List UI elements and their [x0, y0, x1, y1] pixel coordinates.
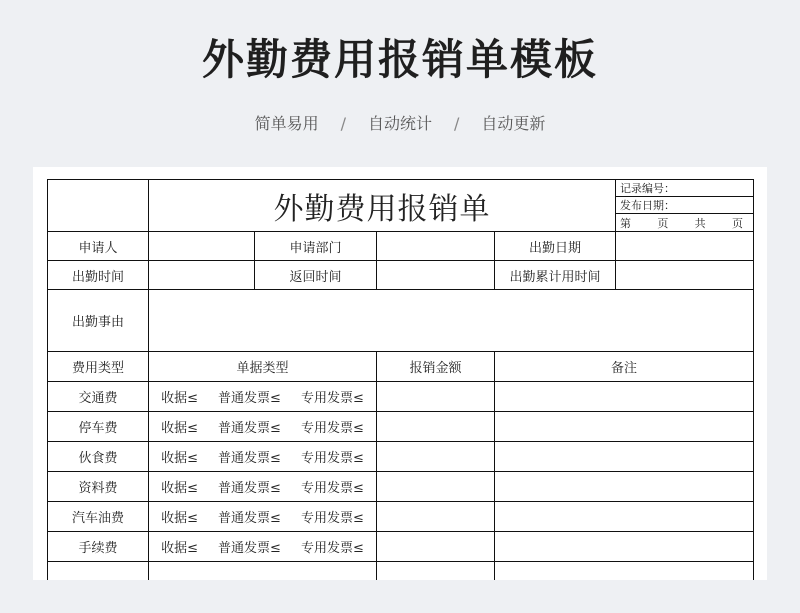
amount-cell[interactable]	[377, 532, 495, 562]
doc-type-cell	[149, 502, 377, 532]
page-title: 外勤费用报销单模板	[201, 35, 598, 84]
special-invoice-option[interactable]: 专用发票≤	[300, 481, 364, 496]
duty-date-label: 出勤日期	[495, 232, 616, 261]
amount-cell[interactable]	[377, 502, 495, 532]
table-row	[48, 382, 754, 412]
expense-type-cell: 停车费	[48, 412, 149, 442]
expense-type-cell: 资料费	[48, 472, 149, 502]
separator: /	[454, 114, 460, 133]
doc-type-cell	[149, 442, 377, 472]
amount-cell[interactable]	[377, 562, 495, 581]
applicant-value[interactable]	[149, 232, 255, 261]
feature-tagline	[0, 112, 800, 136]
remark-cell[interactable]	[495, 382, 754, 412]
normal-invoice-option[interactable]: 普通发票≤	[218, 421, 281, 436]
receipt-option[interactable]: 收据≤	[161, 421, 199, 436]
expense-type-cell	[48, 562, 149, 581]
doc-type-cell	[149, 412, 377, 442]
table-row	[48, 562, 754, 581]
doc-type-cell	[149, 532, 377, 562]
doc-type-cell	[149, 472, 377, 502]
logo-cell	[48, 180, 149, 232]
table-row	[48, 412, 754, 442]
receipt-option[interactable]: 收据≤	[161, 391, 199, 406]
separator: /	[340, 114, 346, 133]
expense-type-header: 费用类型	[48, 352, 149, 382]
normal-invoice-option[interactable]: 普通发票≤	[218, 391, 281, 406]
duty-hours-value[interactable]	[616, 261, 754, 290]
remark-header: 备注	[495, 352, 754, 382]
duty-time-label: 出勤时间	[48, 261, 149, 290]
doc-type-cell	[149, 382, 377, 412]
table-row	[48, 502, 754, 532]
duty-time-value[interactable]	[149, 261, 255, 290]
receipt-option[interactable]: 收据≤	[161, 481, 199, 496]
receipt-option[interactable]: 收据≤	[161, 511, 199, 526]
special-invoice-option[interactable]: 专用发票≤	[300, 421, 364, 436]
page-indicator: 第 页 共 页	[616, 214, 754, 232]
return-time-value[interactable]	[377, 261, 495, 290]
applicant-label: 申请人	[48, 232, 149, 261]
normal-invoice-option[interactable]: 普通发票≤	[218, 481, 281, 496]
record-number: 记录编号：	[616, 180, 754, 197]
remark-cell[interactable]	[495, 562, 754, 581]
doc-type-cell	[149, 562, 377, 581]
feature-auto-stats: 自动统计	[367, 114, 432, 133]
table-row	[48, 442, 754, 472]
expense-type-cell: 伙食费	[48, 442, 149, 472]
expense-type-cell: 手续费	[48, 532, 149, 562]
remark-cell[interactable]	[495, 442, 754, 472]
remark-cell[interactable]	[495, 532, 754, 562]
remark-cell[interactable]	[495, 412, 754, 442]
expense-type-cell: 汽车油费	[48, 502, 149, 532]
table-row	[48, 472, 754, 502]
department-value[interactable]	[377, 232, 495, 261]
amount-cell[interactable]	[377, 442, 495, 472]
form-sheet	[33, 167, 767, 580]
duty-hours-label: 出勤累计用时间	[495, 261, 616, 290]
remark-cell[interactable]	[495, 502, 754, 532]
amount-header: 报销金额	[377, 352, 495, 382]
special-invoice-option[interactable]: 专用发票≤	[300, 541, 364, 556]
special-invoice-option[interactable]: 专用发票≤	[300, 391, 364, 406]
department-label: 申请部门	[255, 232, 377, 261]
receipt-option[interactable]: 收据≤	[161, 541, 199, 556]
feature-easy: 简单易用	[254, 114, 319, 133]
table-row	[48, 532, 754, 562]
issue-date: 发布日期：	[616, 197, 754, 214]
amount-cell[interactable]	[377, 412, 495, 442]
duty-date-value[interactable]	[616, 232, 754, 261]
expense-type-cell: 交通费	[48, 382, 149, 412]
amount-cell[interactable]	[377, 472, 495, 502]
form-title: 外勤费用报销单	[149, 180, 616, 232]
normal-invoice-option[interactable]: 普通发票≤	[218, 451, 281, 466]
amount-cell[interactable]	[377, 382, 495, 412]
reason-value[interactable]	[149, 290, 754, 352]
special-invoice-option[interactable]: 专用发票≤	[300, 511, 364, 526]
doc-type-header: 单据类型	[149, 352, 377, 382]
receipt-option[interactable]: 收据≤	[161, 451, 199, 466]
normal-invoice-option[interactable]: 普通发票≤	[218, 541, 281, 556]
reason-label: 出勤事由	[48, 290, 149, 352]
remark-cell[interactable]	[495, 472, 754, 502]
reimbursement-form	[47, 179, 754, 580]
feature-auto-update: 自动更新	[481, 114, 546, 133]
normal-invoice-option[interactable]: 普通发票≤	[218, 511, 281, 526]
return-time-label: 返回时间	[255, 261, 377, 290]
special-invoice-option[interactable]: 专用发票≤	[300, 451, 364, 466]
